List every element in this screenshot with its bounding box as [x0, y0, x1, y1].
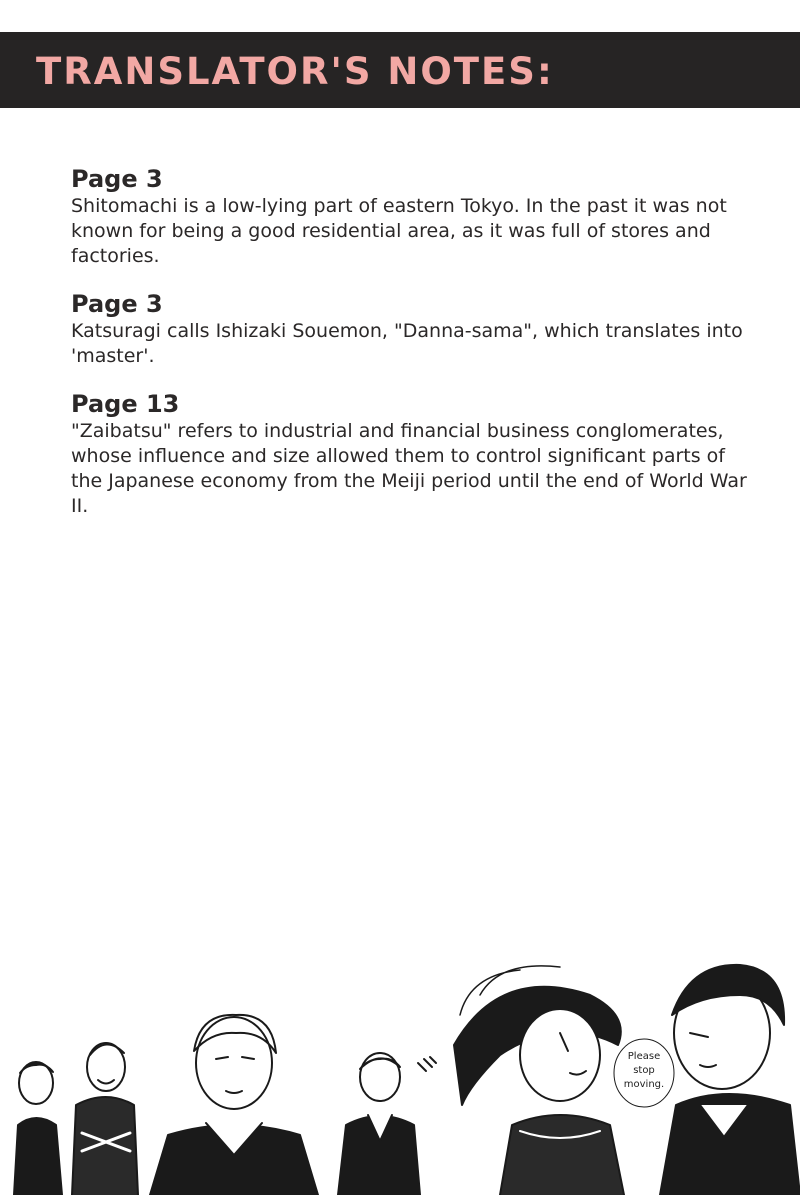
note-item [71, 389, 751, 519]
figure-left-man [14, 1062, 62, 1195]
notes-list [71, 164, 751, 539]
speech-line-1: Please [627, 1051, 661, 1062]
note-heading: Page 3 [71, 165, 163, 193]
figure-suit-man [338, 1053, 420, 1195]
surprise-marks [418, 1057, 436, 1071]
note-item [71, 164, 751, 269]
figure-young-man [150, 1015, 318, 1195]
note-body: Katsuragi calls Ishizaki Souemon, "Danna-sama", which translates into 'master'. [71, 320, 743, 367]
note-body: Shitomachi is a low-lying part of eastern Tokyo. In the past it was not known for being a good residential area, as it was full of stores and factories. [71, 195, 727, 267]
note-heading: Page 3 [71, 290, 163, 318]
manga-illustration [0, 955, 800, 1195]
page-title: TRANSLATOR'S NOTES: [36, 50, 554, 93]
speech-line-3: moving. [623, 1079, 665, 1090]
figure-tall-man [660, 965, 800, 1195]
note-body: "Zaibatsu" refers to industrial and financial business conglomerates, whose influence and size allowed them to control significant parts of the Japanese economy from the Meiji period until the end of World War II. [71, 420, 747, 517]
note-heading: Page 13 [71, 390, 180, 418]
speech-line-2: stop [633, 1065, 655, 1076]
figure-woman-hat [454, 966, 624, 1195]
figure-old-man [72, 1043, 138, 1195]
note-item [71, 289, 751, 369]
